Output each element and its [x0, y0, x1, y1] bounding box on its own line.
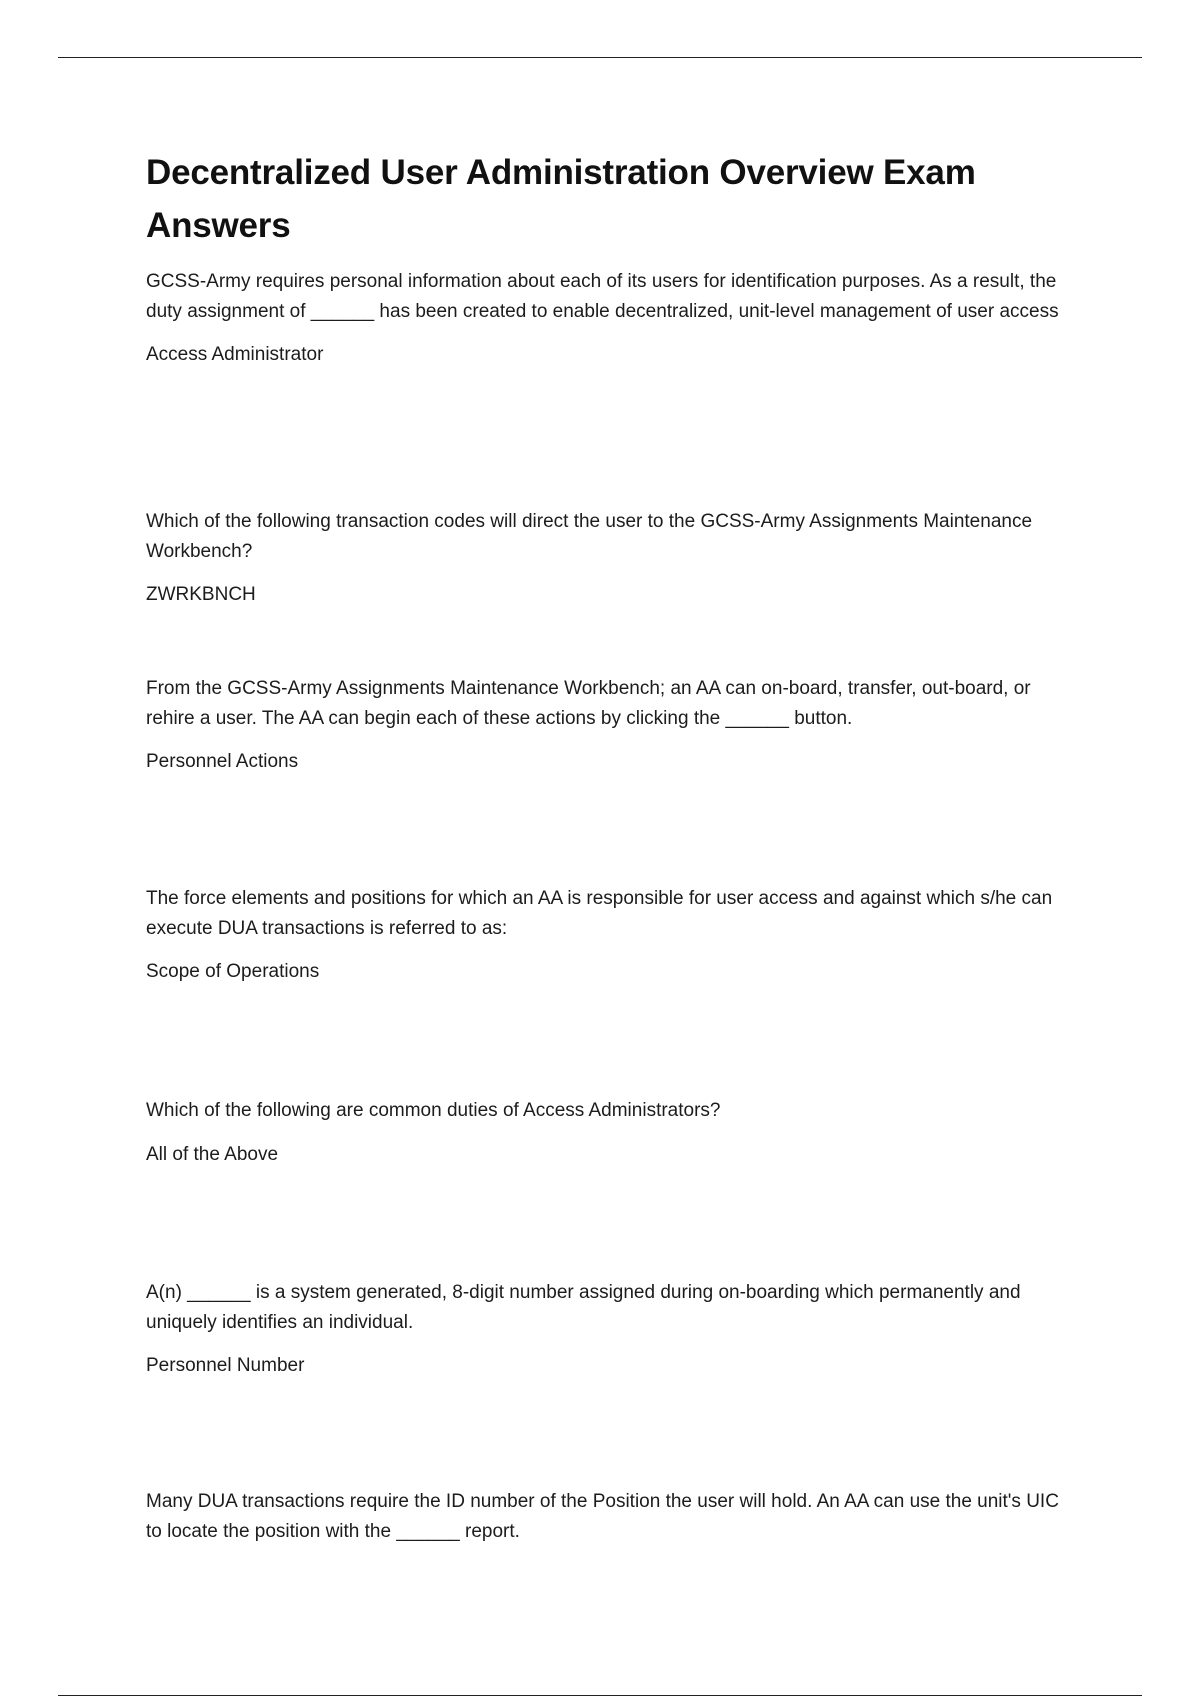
- question-text: Which of the following transaction codes will direct the user to the GCSS-Army Assignments Maintenance Workbench?: [146, 511, 1033, 562]
- answer-text: ZWRKBNCH: [146, 584, 256, 605]
- question-text: Many DUA transactions require the ID number of the Position the user will hold. An AA can use the unit's UIC to locate the position with the ______ report.: [146, 1491, 1059, 1542]
- qa-item: [146, 1487, 1066, 1560]
- answer-text: Access Administrator: [146, 344, 324, 365]
- answer-text: Personnel Actions: [146, 751, 299, 772]
- question-text: GCSS-Army requires personal information about each of its users for identification purposes. As a result, the duty assignment of ______ has been created to enable decentralized, unit-level management of user access: [146, 271, 1059, 322]
- answer-text: Personnel Number: [146, 1355, 305, 1376]
- qa-item: [146, 507, 1066, 609]
- answer-text: Scope of Operations: [146, 961, 320, 982]
- qa-item: [146, 1278, 1066, 1380]
- document-title: Decentralized User Administration Overview Exam Answers: [146, 153, 976, 245]
- question-text: Which of the following are common duties of Access Administrators?: [146, 1100, 721, 1121]
- qa-item: [146, 267, 1066, 369]
- qa-item: [146, 884, 1066, 986]
- question-text: A(n) ______ is a system generated, 8-digit number assigned during on-boarding which permanently and uniquely identifies an individual.: [146, 1282, 1021, 1333]
- answer-text: All of the Above: [146, 1143, 279, 1165]
- qa-item: [146, 674, 1066, 776]
- question-text: The force elements and positions for which an AA is responsible for user access and against which s/he can execute DUA transactions is referred to as:: [146, 888, 1053, 939]
- qa-item: [146, 1096, 1066, 1169]
- footer-rule: [58, 1695, 1142, 1696]
- question-text: From the GCSS-Army Assignments Maintenance Workbench; an AA can on-board, transfer, out-board, or rehire a user. The AA can begin each of these actions by clicking the ______ button.: [146, 678, 1031, 729]
- header-rule: [58, 57, 1142, 58]
